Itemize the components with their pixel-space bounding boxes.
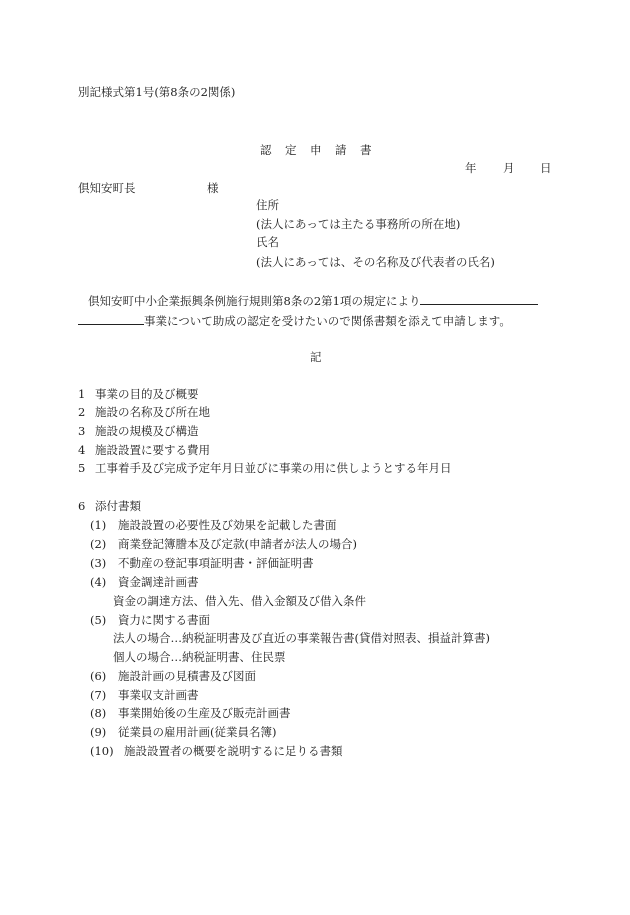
attachment-text: 事業開始後の生産及び販売計画書 — [118, 706, 291, 720]
list-item-text: 施設設置に要する費用 — [95, 443, 210, 457]
attachment-text: 資力に関する書面 — [118, 613, 210, 627]
body-line-2 — [78, 313, 511, 328]
date-year: 年 — [465, 161, 477, 175]
list-item: 4 — [78, 443, 86, 457]
date-day: 日 — [540, 161, 552, 175]
attachment-text: 資金調達計画書 — [118, 575, 199, 589]
address-note: (法人にあっては主たる事務所の所在地) — [256, 217, 461, 231]
list-item: 6 — [78, 499, 86, 513]
attachment-num: (9) — [90, 725, 107, 739]
address-label: 住所 — [256, 198, 279, 212]
attachment-text: 事業収支計画書 — [118, 688, 199, 702]
list-item-text: 添付書類 — [95, 499, 141, 513]
attachment-num: (2) — [90, 537, 107, 551]
list-item: 2 — [78, 405, 86, 419]
attachment-text: 施設設置者の概要を説明するに足りる書類 — [124, 744, 343, 758]
body-line-1-text: 倶知安町中小企業振興条例施行規則第8条の2第1項の規定により — [88, 294, 421, 308]
attachment-subtext: 個人の場合…納税証明書、住民票 — [113, 650, 286, 664]
body-line-2-text: 事業について助成の認定を受けたいので関係書類を添えて申請します。 — [144, 314, 511, 328]
date-month: 月 — [503, 161, 515, 175]
list-item: 3 — [78, 424, 86, 438]
list-item-text: 工事着手及び完成予定年月日並びに事業の用に供しようとする年月日 — [95, 461, 452, 475]
blank-underline-2 — [78, 313, 144, 325]
attachment-subtext: 法人の場合…納税証明書及び直近の事業報告書(貸借対照表、損益計算書) — [113, 631, 490, 645]
attachment-text: 商業登記簿謄本及び定款(申請者が法人の場合) — [118, 537, 357, 551]
blank-underline-1 — [420, 293, 538, 305]
attachment-num: (5) — [90, 613, 107, 627]
name-label: 氏名 — [256, 235, 279, 249]
name-note: (法人にあっては、その名称及び代表者の氏名) — [256, 255, 495, 269]
form-label: 別記様式第1号(第8条の2関係) — [78, 85, 236, 99]
ki-heading: 記 — [310, 350, 322, 364]
document-title: 認 定 申 請 書 — [260, 143, 373, 157]
addressee-honorific: 様 — [207, 181, 219, 195]
addressee-name: 倶知安町長 — [78, 181, 136, 195]
list-item-text: 施設の規模及び構造 — [95, 424, 199, 438]
attachment-text: 従業員の雇用計画(従業員名簿) — [118, 725, 277, 739]
attachment-text: 不動産の登記事項証明書・評価証明書 — [118, 556, 314, 570]
attachment-num: (7) — [90, 688, 107, 702]
attachment-text: 施設計画の見積書及び図面 — [118, 669, 256, 683]
attachment-num: (10) — [90, 744, 114, 758]
attachment-num: (3) — [90, 556, 107, 570]
list-item-text: 事業の目的及び概要 — [95, 387, 199, 401]
attachment-num: (1) — [90, 518, 107, 532]
attachment-num: (4) — [90, 575, 107, 589]
list-item: 1 — [78, 387, 86, 401]
list-item: 5 — [78, 461, 86, 475]
body-line-1 — [88, 293, 538, 308]
attachment-subtext: 資金の調達方法、借入先、借入金額及び借入条件 — [113, 594, 366, 608]
attachment-num: (6) — [90, 669, 107, 683]
attachment-num: (8) — [90, 706, 107, 720]
attachment-text: 施設設置の必要性及び効果を記載した書面 — [118, 518, 337, 532]
list-item-text: 施設の名称及び所在地 — [95, 405, 210, 419]
